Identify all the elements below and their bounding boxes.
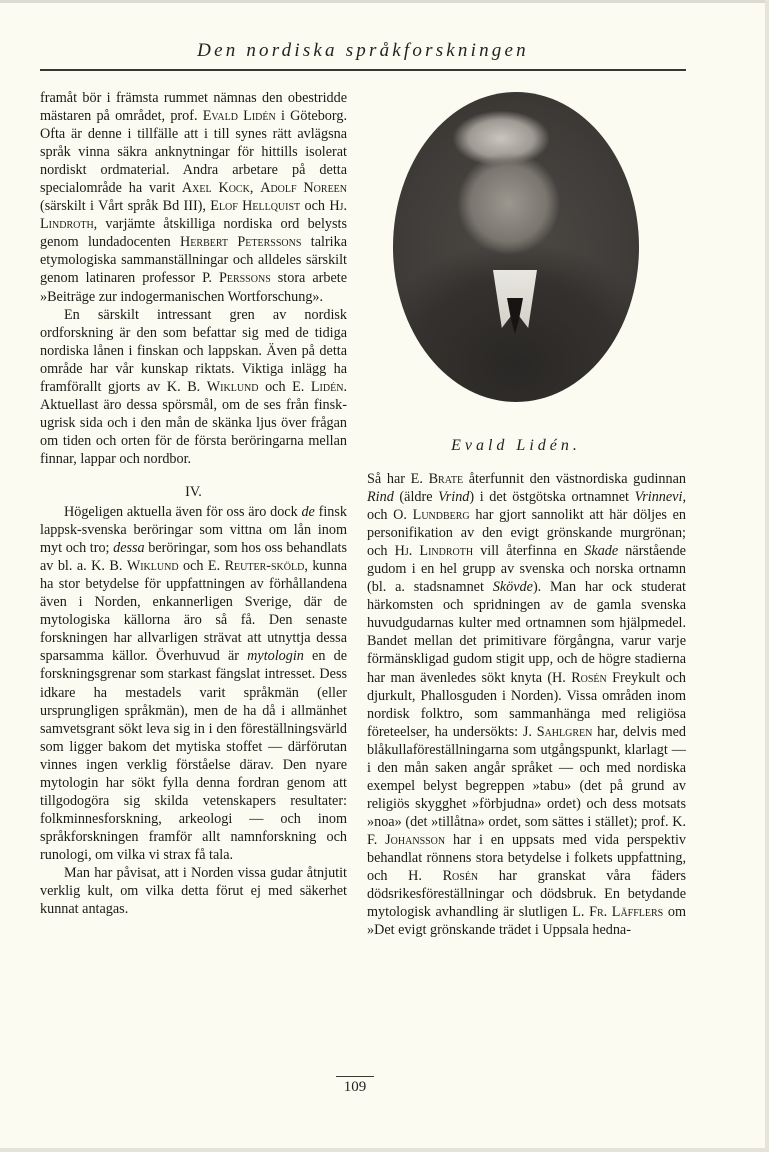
person-name: Reuter-sköld	[224, 558, 305, 575]
section-number: IV.	[185, 483, 202, 500]
page-edge-right	[765, 0, 769, 1152]
text-run: i Göteborg. Ofta är denne i tillfälle att i till synes rätt avlägsna språk vinna säkra anknytningar för hittills isolerat nordiskt ordmaterial. Andra arbetare på detta specialområde ha varit	[40, 108, 347, 197]
right-column	[367, 470, 686, 939]
person-name: Axel Kock	[181, 180, 250, 197]
text-run: , varjämte åtskilliga nordiska ord belysts genom lundadocenten	[40, 216, 347, 251]
italic-term: mytologin	[247, 648, 304, 665]
page-edge-top	[0, 0, 769, 3]
person-name: Lundberg	[412, 507, 470, 524]
portrait-oval	[393, 92, 639, 402]
running-head: Den nordiska språkforskningen	[197, 40, 529, 61]
text-run: talrika etymologiska sammanställningar och alldeles särskilt genom latinaren professor P.	[40, 234, 347, 287]
paragraph	[40, 306, 347, 468]
italic-term: de	[301, 504, 315, 521]
person-name: Evald Lidén	[202, 108, 276, 125]
text-run: , och O.	[367, 489, 686, 524]
person-name: Elof Hellquist	[210, 198, 301, 215]
italic-term: Rind	[367, 489, 394, 506]
page-edge-bottom	[0, 1148, 769, 1152]
person-name: Rosén	[442, 868, 479, 885]
italic-term: Vrinnevi	[634, 489, 683, 506]
text-run: ) i det östgötska ortnamnet	[469, 489, 635, 506]
text-run: stora arbete »Beiträge zur indogermanischen Wortforschung».	[40, 270, 348, 305]
left-column	[40, 89, 347, 918]
text-run: Så har E.	[367, 471, 429, 487]
text-run: ). Man har ock studerat härkomsten och spridningen av de gamla svenska huvudgudarnas kulter med ortnamnen som hjälpmedel. Bandet mellan det primitivare förgångna, varur varje förmänskligad gudom stigit upp, och de högre stadierna har man ävenledes sökt knyta (H.	[367, 579, 686, 686]
text-run: (äldre	[393, 489, 439, 506]
text-run: finsk lappsk-svenska beröringar som vittna om lån inom myt och tro;	[40, 504, 347, 557]
text-run: (särskilt i Vårt språk Bd III),	[40, 198, 211, 215]
text-run: och E.	[258, 378, 311, 395]
portrait-photo	[393, 92, 639, 402]
text-run: och E.	[178, 558, 225, 575]
person-name: Brate	[428, 471, 464, 487]
italic-term: dessa	[113, 540, 145, 557]
text-run: har, delvis med blåkullaföreställningarna som utgångspunkt, klarlagt — i den mån saken angår språket — och med nordiska exempel belyst begreppen »tabu» (det på grund av religiös skygghet »förbjudna» ordet) och dess motsats »noa» (det »tillåtna» ordet, som sättes i stället); prof. K. F.	[367, 723, 686, 848]
paragraph	[40, 89, 347, 306]
header-rule	[40, 69, 686, 71]
italic-term: Vrind	[438, 489, 470, 506]
text-run: Freykult och djurkult, Phallosguden i Norden). Vissa områden inom nordisk folktro, som sammanhänga med religiösa företeelser, ha undersökts: J.	[367, 669, 686, 740]
text-run: har i en uppsats med vida perspektiv behandlat rönnens stora betydelse i folkets uppfattning, och H.	[367, 831, 686, 885]
text-run: och	[300, 198, 330, 215]
text-run: närstående gudom i en hel grupp av svenska och norska ortnamn (bl. a. stadsnamnet	[367, 543, 686, 596]
person-name: Rosén	[571, 669, 607, 686]
portrait-caption: Evald Lidén.	[451, 437, 581, 454]
person-name: Herbert Peterssons	[180, 234, 302, 251]
text-run: Man har påvisat, att i Norden vissa gudar åtnjutit verklig kult, om vilka detta förut ej med säkerhet kunnat antagas.	[40, 864, 347, 918]
italic-term: Skade	[584, 543, 619, 560]
person-name: Hj. Lindroth	[40, 198, 347, 233]
person-name: Fr. Läfflers	[589, 904, 664, 921]
text-run: beröringar, som hos oss behandlats av bl. a. K. B.	[40, 540, 347, 575]
paragraph	[40, 503, 347, 864]
text-run: har granskat våra fäders dödsrikesföreställningar och dödsbruk. En betydande mytologisk avhandling är slutligen L.	[367, 868, 686, 921]
person-name: Hj. Lindroth	[394, 543, 474, 560]
italic-term: Skövde	[492, 579, 533, 596]
page-number: 109	[343, 1079, 367, 1095]
text-run: ,	[249, 180, 261, 197]
text-run: om »Det evigt grönskande trädet i Uppsala hedna-	[367, 904, 686, 939]
text-run: . Aktuellast äro dessa spörsmål, om de ses från finsk-ugrisk sida och i den mån de skänka ljus över frågan om tiden och orten för de första beröringarna mellan finnar, lappar och nordbor.	[40, 378, 347, 467]
text-run: , kunna ha stor betydelse för uppfattningen av förhållandena även i Norden, enkannerligen Sverige, där de mytologiska källorna äro så få. Den senaste forskningen har allvarligen strävat att utnyttja dessa sparsamma källor. Överhuvud är	[40, 558, 347, 665]
text-run: Högeligen aktuella även för oss äro dock	[64, 504, 302, 521]
text-run: återfunnit den västnordiska gudinnan	[463, 471, 686, 487]
paragraph	[367, 470, 686, 939]
person-name: Wiklund	[206, 378, 259, 395]
person-name: Perssons	[218, 270, 271, 287]
person-name: Wiklund	[126, 558, 179, 575]
text-run: har gjort sannolikt att här döljes en personifikation av den evigt grönskande murgrönan; och	[367, 507, 686, 560]
text-run: framåt bör i främsta rummet nämnas den obestridde mästaren på området, prof.	[40, 90, 347, 125]
person-name: Lidén	[310, 378, 344, 395]
person-name: Sahlgren	[536, 723, 593, 740]
paragraph	[40, 864, 347, 918]
person-name: Johansson	[385, 831, 446, 848]
text-run: vill återfinna en	[473, 543, 585, 560]
text-run: en de forskningsgrenar som starkast fängslat intresset. Dess idkare ha mestadels varit språkmän (eller ursprungligen språkmän), men de ha då i allmänhet samvetsgrant sökt leva sig in i den föreställningsvärld som ligger bakom det mytiska stoffet — därförutan vinnes ingen verklig förståelse därav. Den nyare mytologin har sökt fylla denna fordran genom att tillgodogöra sig skilda vetenskapers resultater: folkminnesforskning, arkeologi — och inom språkforskningen framför allt namnforskning och runologi, om vilka vi strax få tala.	[40, 648, 347, 863]
person-name: Adolf Noreen	[260, 180, 348, 197]
folio-rule	[336, 1076, 374, 1077]
text-run: En särskilt intressant gren av nordisk ordforskning är den som befattar sig med de tidiga nordiska lånen i finskan och lappskan. Även på detta område har vår kunskap riktats. Viktiga inlägg ha framförallt gjorts av K. B.	[40, 306, 347, 395]
